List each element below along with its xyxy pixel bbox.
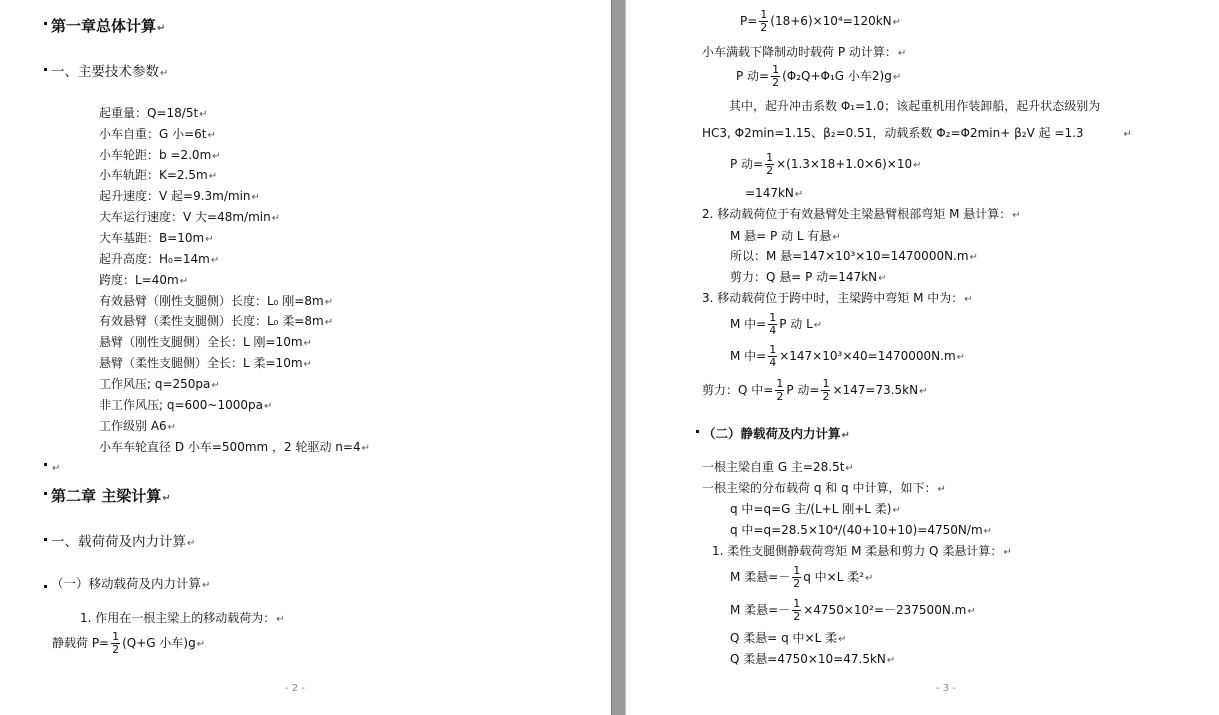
param-line: 起重量：Q=18/5t↵: [99, 106, 208, 120]
section2-title: 一、载荷荷及内力计算: [51, 534, 186, 550]
page-number: - 3 -: [936, 683, 956, 694]
section2-heading: [44, 534, 195, 552]
section1-heading: [44, 64, 168, 82]
param-line: 有效悬臂（刚性支腿侧）长度：L₀ 刚=8m↵: [99, 294, 334, 308]
section1-title: 一、主要技术参数: [51, 64, 159, 80]
subsection2-heading: [696, 426, 850, 443]
param-line: 大车基距：B=10m↵: [99, 231, 214, 245]
param-line: 小车自重：G 小=6t↵: [99, 127, 216, 141]
dyn-calc: P 动= $\frac{1}{2}$ ×(1.3×18+1.0×6)×10↵: [730, 151, 922, 177]
dyn-result: =147kN↵: [745, 186, 804, 200]
heading-bullet: [44, 68, 47, 71]
fraction: $\frac{1}{2}$: [766, 151, 774, 177]
empty-paragraph: [44, 460, 60, 476]
coef-line-1: 其中，起升冲击系数 Φ₁=1.0；该起重机用作装卸船，起升状态级别为: [729, 99, 1101, 113]
param-line: 大车运行速度：V 大=48m/min↵: [99, 210, 281, 224]
fraction: $\frac{1}{2}$: [760, 8, 768, 34]
paragraph-mark: ↵: [160, 68, 169, 79]
heading-bullet: [696, 430, 699, 433]
dist-load-title: 一根主梁的分布载荷 q 和 q 中计算，如下：↵: [702, 481, 946, 495]
param-line: 起升速度：V 起=9.3m/min↵: [99, 189, 260, 203]
dyn-formula: P 动= $\frac{1}{2}$ (Φ₂Q+Φ₁G 小车2)g↵: [736, 63, 902, 89]
heading-bullet: [44, 492, 47, 495]
m-rou-formula: M 柔悬=－ $\frac{1}{2}$ q 中×L 柔²↵: [730, 564, 874, 590]
param-line: 小车轨距：K=2.5m↵: [99, 168, 218, 182]
fraction: $\frac{1}{2}$: [772, 63, 780, 89]
coef-line-2: HC3, Φ2min=1.15、β₂=0.51，动载系数 Φ₂=Φ2min+ β₂V 起 =1.3 ↵: [702, 126, 1132, 140]
fraction: $\frac{1}{4}$: [769, 343, 777, 369]
m-xuan-formula: M 悬= P 动 L 有悬↵: [730, 229, 841, 243]
m-xuan-calc: 所以：M 悬=147×10³×10=1470000N.m↵: [730, 249, 978, 263]
chapter2-heading: [44, 487, 171, 508]
heading-bullet: [44, 538, 47, 541]
m-mid-calc: M 中= $\frac{1}{4}$ ×147×10³×40=1470000N.m↵: [730, 343, 966, 369]
q-calc: q 中=q=28.5×10⁴/(40+10+10)=4750N/m↵: [730, 523, 993, 537]
page-gutter: [611, 0, 626, 715]
q-formula: q 中=q=G 主/(L+L 刚+L 柔)↵: [730, 502, 901, 516]
q-rou-calc: Q 柔悬=4750×10=47.5kN↵: [730, 652, 896, 666]
param-line: 工作风压; q=250pa↵: [99, 377, 220, 391]
subsection1-heading: [44, 576, 210, 593]
param-line: 悬臂（柔性支腿侧）全长：L 柔=10m↵: [99, 356, 312, 370]
dyn-title: 小车满载下降制动时载荷 P 动计算：↵: [702, 45, 907, 59]
p-calc: P= $\frac{1}{2}$ (18+6)×10⁴=120kN↵: [740, 8, 902, 34]
fraction: $\frac{1}{2}$: [776, 377, 784, 403]
subsection2-title: （二）静载荷及内力计算: [703, 426, 841, 441]
m-mid-formula: M 中= $\frac{1}{4}$ P 动 L↵: [730, 311, 823, 337]
param-line: 非工作风压; q=600~1000pa↵: [99, 398, 273, 412]
subsection1-title: （一）移动载荷及内力计算: [51, 576, 202, 591]
param-line: 小车轮距：b =2.0m↵: [99, 148, 221, 162]
chapter1-heading: [44, 17, 165, 38]
param-line: 悬臂（刚性支腿侧）全长：L 刚=10m↵: [99, 335, 312, 349]
page-3: [626, 0, 1219, 715]
param-line: 起升高度：H₀=14m↵: [99, 252, 220, 266]
heading-bullet: [44, 463, 47, 466]
paragraph-mark: ↵: [157, 23, 166, 34]
param-line: 小车车轮直径 D 小车=500mm ，2 轮驱动 n=4↵: [99, 440, 370, 454]
static-load-formula: 静载荷 P= $\frac{1}{2}$ (Q+G 小车)g↵: [52, 630, 206, 656]
heading-bullet: [44, 22, 47, 25]
item2-text: 2. 移动载荷位于有效悬臂处主梁悬臂根部弯矩 M 悬计算：↵: [702, 207, 1021, 221]
paragraph-mark: ↵: [162, 493, 171, 504]
q-rou-formula: Q 柔悬= q 中×L 柔↵: [730, 631, 847, 645]
page-number: - 2 -: [285, 683, 305, 694]
chapter1-title: 第一章总体计算: [51, 17, 157, 35]
param-line: 有效悬臂（柔性支腿侧）长度：L₀ 柔=8m↵: [99, 314, 334, 328]
item3-text: 3. 移动载荷位于跨中时，主梁跨中弯矩 M 中为：↵: [702, 291, 973, 305]
shear-xuan: 剪力：Q 悬= P 动=147kN↵: [730, 270, 887, 284]
fraction: $\frac{1}{4}$: [769, 311, 777, 337]
shear-mid: 剪力：Q 中= $\frac{1}{2}$ P 动= $\frac{1}{2}$ ×147=73.5kN↵: [702, 377, 928, 403]
param-line: 跨度：L=40m↵: [99, 273, 189, 287]
fraction: $\frac{1}{2}$: [112, 630, 120, 656]
heading-bullet: [44, 585, 47, 588]
fraction: $\frac{1}{2}$: [793, 597, 801, 623]
fraction: $\frac{1}{2}$: [822, 377, 830, 403]
item1-text: 1. 作用在一根主梁上的移动载荷为：↵: [80, 611, 285, 625]
item-flex-text: 1. 柔性支腿侧静载荷弯矩 M 柔悬和剪力 Q 柔悬计算：↵: [712, 544, 1012, 558]
paragraph-mark: ↵: [841, 430, 850, 441]
self-weight: 一根主梁自重 G 主=28.5t↵: [702, 460, 854, 474]
fraction: $\frac{1}{2}$: [793, 564, 801, 590]
paragraph-mark: ↵: [202, 580, 211, 591]
paragraph-mark: ↵: [187, 538, 196, 549]
param-line: 工作级别 A6↵: [99, 419, 177, 433]
paragraph-mark: ↵: [52, 463, 61, 474]
m-rou-calc: M 柔悬=－ $\frac{1}{2}$ ×4750×10²=－237500N.m↵: [730, 597, 976, 623]
chapter2-title: 第二章 主梁计算: [51, 487, 162, 505]
